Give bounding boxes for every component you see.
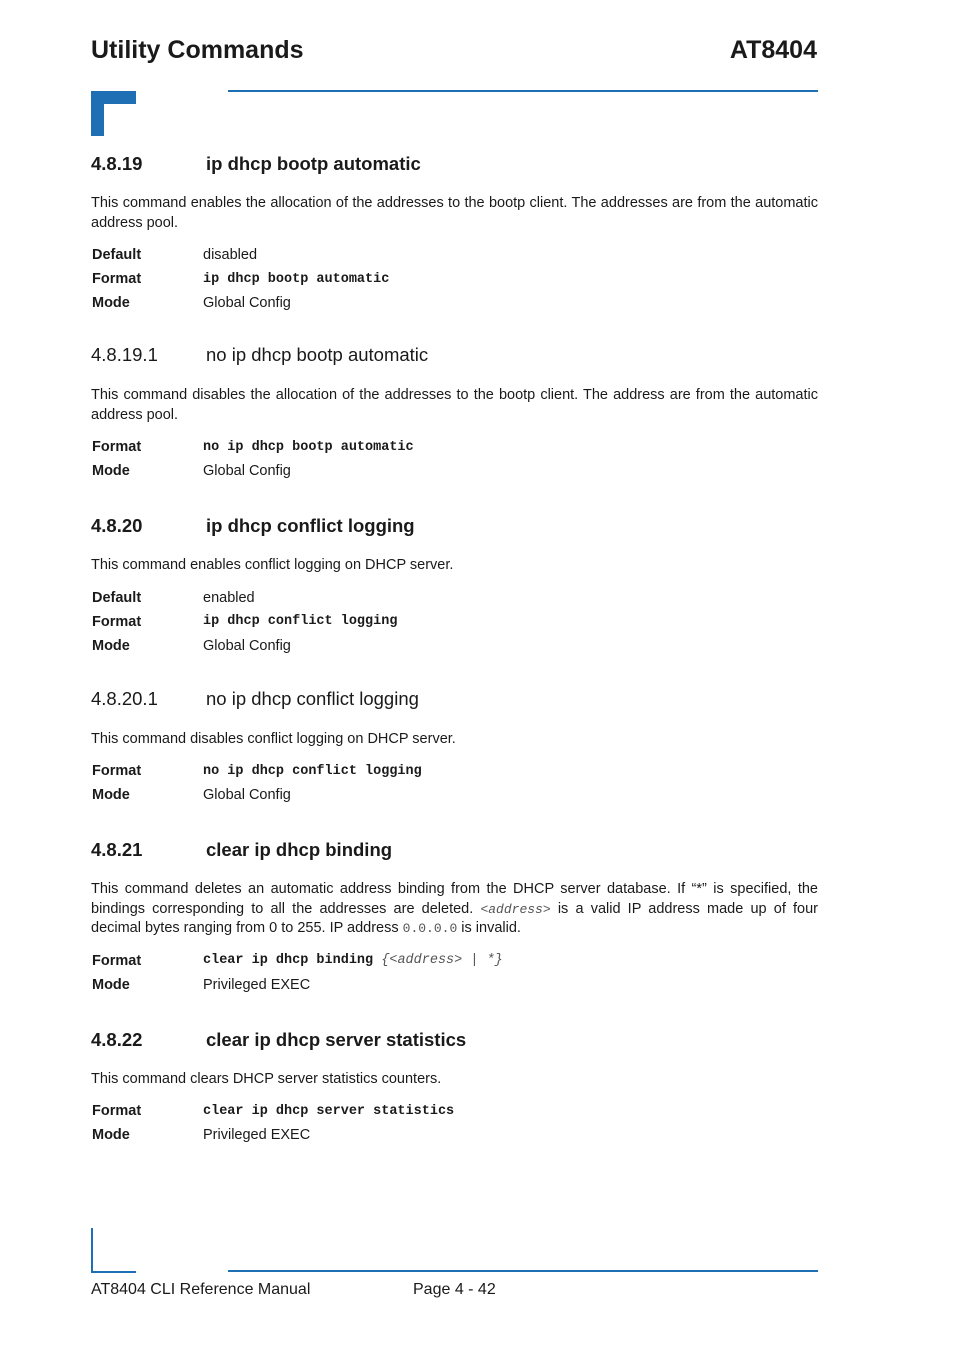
section-description <box>91 880 818 939</box>
header-title: Utility Commands <box>91 36 304 64</box>
param-label: Format <box>92 952 142 969</box>
param-label: Mode <box>92 976 130 993</box>
param-row-format <box>91 949 503 973</box>
section-number: 4.8.19.1 <box>91 344 158 365</box>
section-heading <box>91 512 818 540</box>
section-heading <box>91 836 818 864</box>
subsection-heading <box>91 341 818 369</box>
section-title: ip dhcp bootp automatic <box>206 153 421 174</box>
section-description: This command clears DHCP server statistics counters. <box>91 1070 442 1087</box>
corner-bracket-bottom <box>91 1228 136 1273</box>
param-label: Default <box>92 247 142 263</box>
param-row-default <box>91 243 389 267</box>
section-title: clear ip dhcp binding <box>206 839 393 860</box>
param-label: Format <box>92 613 142 630</box>
section-title: no ip dhcp conflict logging <box>206 687 419 709</box>
param-value: disabled <box>203 247 258 263</box>
param-value: Global Config <box>203 295 291 311</box>
command-syntax: no ip dhcp conflict logging <box>203 763 422 779</box>
param-label: Format <box>92 1103 142 1119</box>
section-number: 4.8.21 <box>91 839 143 860</box>
param-row-mode <box>91 459 414 483</box>
section-title: clear ip dhcp server statistics <box>206 1028 467 1050</box>
section-heading <box>91 150 818 178</box>
param-row-mode <box>91 291 389 315</box>
param-value: Global Config <box>203 463 291 479</box>
param-label: Format <box>92 271 142 287</box>
description-text: is invalid. <box>461 920 521 936</box>
section-number: 4.8.19 <box>91 153 143 174</box>
command-keyword: clear ip dhcp binding <box>203 953 374 968</box>
section-description: This command enables the allocation of the addresses to the bootp client. The addresses are from the automatic address pool. <box>91 195 818 231</box>
footer-rule <box>228 1270 818 1272</box>
command-params <box>91 1099 454 1147</box>
param-row-format <box>91 267 389 291</box>
section-number: 4.8.20.1 <box>91 687 158 709</box>
param-value: Global Config <box>203 637 291 654</box>
section-description: This command disables the allocation of the addresses to the bootp client. The address are from the automatic address pool. <box>91 387 818 423</box>
param-value: Global Config <box>203 787 291 803</box>
param-label: Default <box>92 589 142 606</box>
param-value: enabled <box>203 589 255 606</box>
param-label: Mode <box>92 787 130 803</box>
command-syntax <box>203 949 503 973</box>
section-title: ip dhcp conflict logging <box>206 515 415 536</box>
param-row-mode <box>91 783 422 807</box>
section-number: 4.8.20 <box>91 515 143 536</box>
description-text: This command deletes an automatic address binding from the DHCP server database. If “*” is specified, the bindings corresponding to all the addresses are deleted. <box>91 881 818 917</box>
section-description: This command enables conflict logging on DHCP server. <box>91 557 454 573</box>
description-text: is a valid IP address made up of four decimal bytes ranging from 0 to 255. IP address <box>91 900 818 936</box>
param-row-format <box>91 759 422 783</box>
subsection-heading <box>91 685 818 713</box>
param-row-default <box>91 586 397 610</box>
command-params <box>91 759 422 807</box>
command-params <box>91 949 503 997</box>
command-syntax: no ip dhcp bootp automatic <box>203 439 414 455</box>
param-label: Mode <box>92 295 130 311</box>
param-value: Privileged EXEC <box>203 1127 311 1143</box>
footer-page-number: Page 4 - 42 <box>413 1281 496 1298</box>
param-label: Format <box>92 763 142 779</box>
inline-code-address: <address> <box>480 901 551 917</box>
param-row-mode <box>91 1123 454 1147</box>
param-value: Privileged EXEC <box>203 976 311 993</box>
command-syntax: clear ip dhcp server statistics <box>203 1103 455 1119</box>
param-row-mode <box>91 634 397 658</box>
command-params <box>91 243 389 315</box>
param-row-format <box>91 610 397 634</box>
header-product: AT8404 <box>729 36 817 64</box>
command-syntax: ip dhcp bootp automatic <box>203 271 390 287</box>
inline-code-ip: 0.0.0.0 <box>402 921 458 936</box>
section-title: no ip dhcp bootp automatic <box>206 344 429 365</box>
param-label: Mode <box>92 637 130 654</box>
section-heading <box>91 1026 818 1054</box>
param-label: Mode <box>92 1127 130 1143</box>
command-args: {<address> | *} <box>381 953 503 968</box>
page-content <box>91 150 818 1147</box>
command-params <box>91 586 397 658</box>
command-params <box>91 435 414 483</box>
param-row-format <box>91 1099 454 1123</box>
param-label: Mode <box>92 463 130 479</box>
header-rule <box>228 90 818 92</box>
corner-bracket-top <box>91 91 136 136</box>
section-number: 4.8.22 <box>91 1028 143 1050</box>
section-description: This command disables conflict logging on DHCP server. <box>91 730 456 747</box>
command-syntax: ip dhcp conflict logging <box>203 614 398 629</box>
param-row-format <box>91 435 414 459</box>
footer-doc-title: AT8404 CLI Reference Manual <box>91 1281 311 1298</box>
param-label: Format <box>92 439 142 455</box>
param-row-mode <box>91 973 503 997</box>
